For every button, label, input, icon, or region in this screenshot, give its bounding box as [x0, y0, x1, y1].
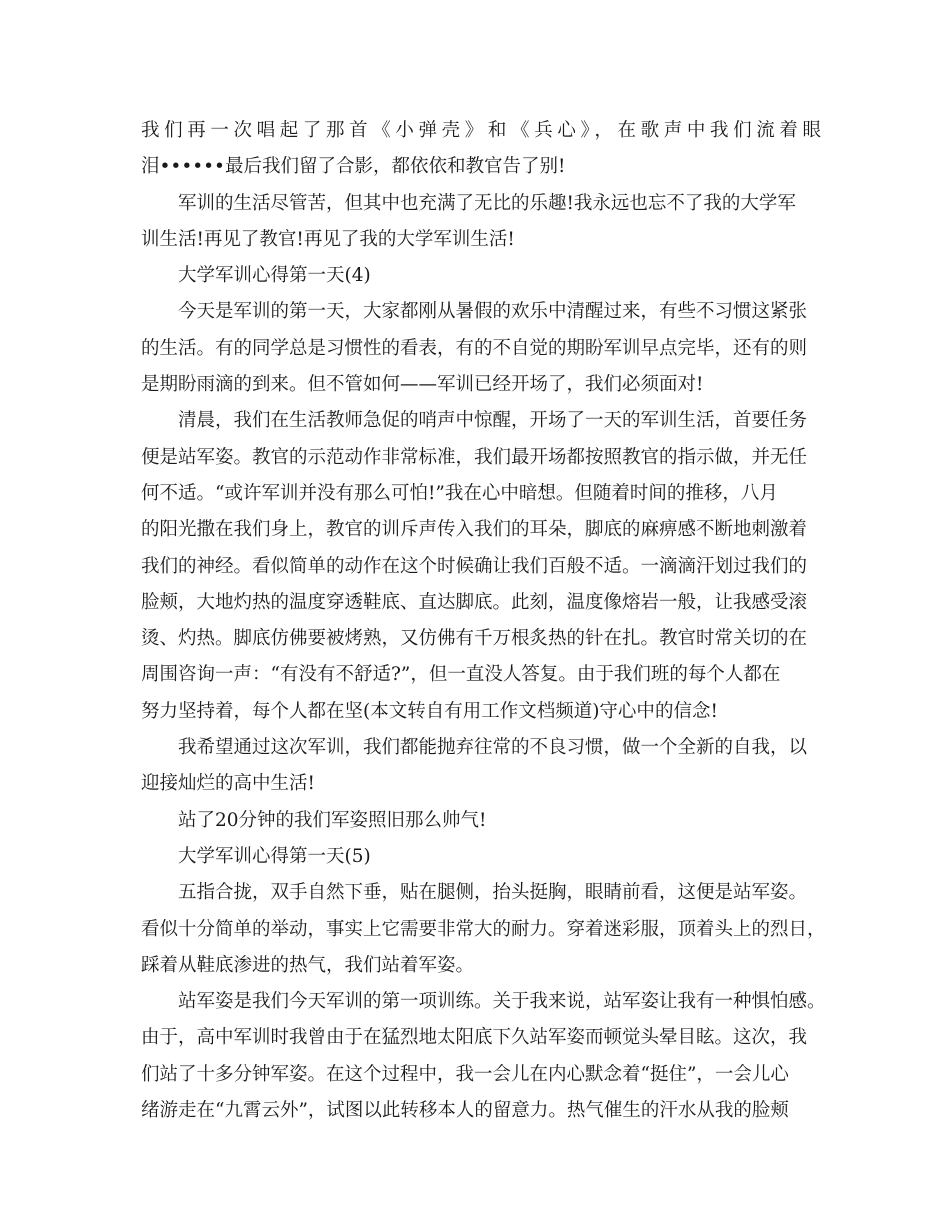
text-line: 便是站军姿。教官的示范动作非常标准，我们最开场都按照教官的指示做，并无任	[141, 446, 808, 468]
text-line: 们站了十多分钟军姿。在这个过程中，我一会儿在内心默念着“挺住”，一会儿心	[141, 1063, 789, 1085]
text-line: 烫、灼热。脚底仿佛要被烤熟，又仿佛有千万根炙热的针在扎。教官时常关切的在	[141, 628, 808, 650]
paragraph-line: 站军姿是我们今天军训的第一项训练。关于我来说，站军姿让我有一种惧怕感。	[178, 991, 826, 1013]
text-line: 的阳光撒在我们身上，教官的训斥声传入我们的耳朵，脚底的麻痹感不断地刺激着	[141, 519, 808, 541]
text-line: 脸颊，大地灼热的温度穿透鞋底、直达脚底。此刻，温度像熔岩一般，让我感受滚	[141, 591, 808, 613]
text-line: 看似十分简单的举动，事实上它需要非常大的耐力。穿着迷彩服，顶着头上的烈日，	[141, 918, 826, 940]
section-heading: 大学军训心得第一天(4)	[178, 265, 371, 287]
paragraph-line: 我希望通过这次军训，我们都能抛弃往常的不良习惯，做一个全新的自我，以	[178, 737, 808, 759]
text-line: 努力坚持着，每个人都在坚(本文转自有用工作文档频道)守心中的信念!	[141, 700, 718, 722]
text-line: 是期盼雨滴的到来。但不管如何——军训已经开场了，我们必须面对!	[141, 374, 704, 396]
paragraph-line: 清晨，我们在生活教师急促的哨声中惊醒，开场了一天的军训生活，首要任务	[178, 410, 808, 432]
paragraph-line: 今天是军训的第一天，大家都刚从暑假的欢乐中清醒过来，有些不习惯这紧张	[178, 301, 808, 323]
text-line: 绪游走在“九霄云外”，试图以此转移本人的留意力。热气催生的汗水从我的脸颊	[141, 1100, 789, 1122]
text-line: 何不适。“或许军训并没有那么可怕!”我在心中暗想。但随着时间的推移，八月	[141, 482, 778, 504]
text-line: 迎接灿烂的高中生活!	[141, 773, 315, 795]
text-line: 我们再一次唱起了那首《小弹壳》和《兵心》，在歌声中我们流着眼	[141, 120, 821, 141]
text-line: 踩着从鞋底渗进的热气，我们站着军姿。	[141, 954, 475, 976]
text-line: 训生活!再见了教官!再见了我的大学军训生活!	[141, 228, 515, 250]
section-heading: 大学军训心得第一天(5)	[178, 845, 371, 867]
text-line: 周围咨询一声：“有没有不舒适?”，但一直没人答复。由于我们班的每个人都在	[141, 664, 781, 686]
text-line: 由于，高中军训时我曾由于在猛烈地太阳底下久站军姿而顿觉头晕目眩。这次，我	[141, 1027, 808, 1049]
text-line: 我们的神经。看似简单的动作在这个时候确让我们百般不适。一滴滴汗划过我们的	[141, 555, 808, 577]
paragraph-line: 军训的生活尽管苦，但其中也充满了无比的乐趣!我永远也忘不了我的大学军	[178, 192, 796, 214]
text-line: 的生活。有的同学总是习惯性的看表，有的不自觉的期盼军训早点完毕，还有的则	[141, 337, 808, 359]
paragraph-line: 五指合拢，双手自然下垂，贴在腿侧，抬头挺胸，眼睛前看，这便是站军姿。	[178, 882, 808, 904]
document-body	[141, 113, 826, 1129]
paragraph-line: 站了20分钟的我们军姿照旧那么帅气!	[178, 809, 487, 831]
text-line: 泪••••••最后我们留了合影，都依依和教官告了别!	[141, 156, 566, 178]
